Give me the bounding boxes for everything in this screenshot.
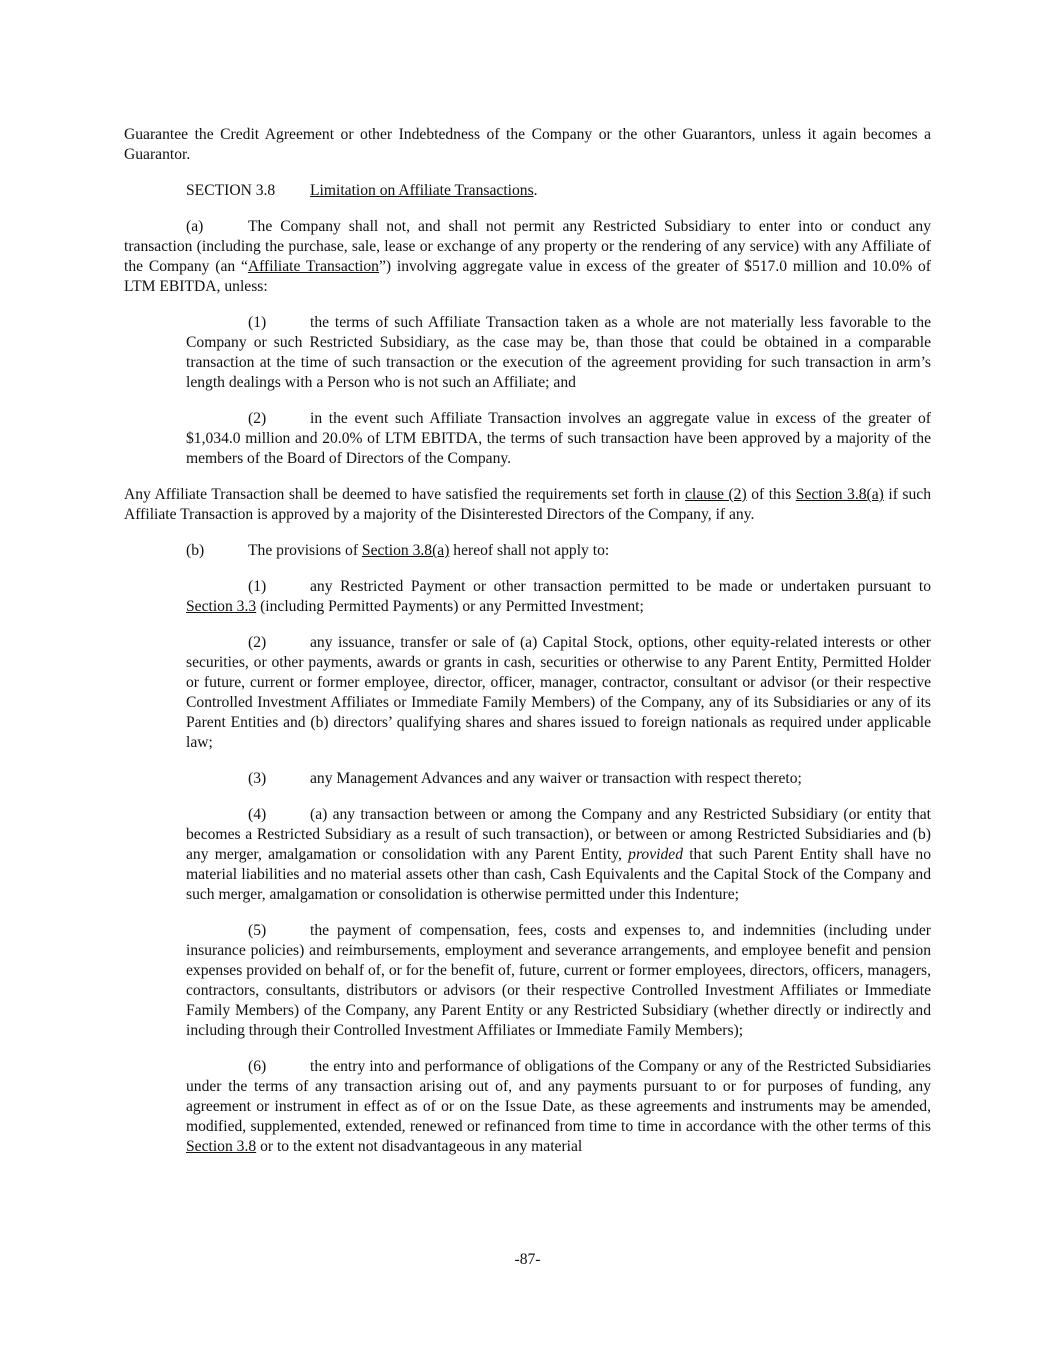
section-heading: SECTION 3.8 Limitation on Affiliate Transactions. [186, 182, 538, 199]
clause-2-link[interactable]: clause (2) [685, 486, 747, 503]
b-item-5: (5) the payment of compensation, fees, costs and expenses to, and indemnities (including under insurance policies) and reimbursements, employment and severance arrangements, and employee benefit and pension expenses provided on behalf of, or for the benefit of, future, current or former employees, directors, officers, managers, contractors, consultants, distributors or advisors (or their respective Controlled Investment Affiliates or Immediate Family Members) of the Company, any Parent Entity or any Restricted Subsidiary (whether directly or indirectly and including through their Controlled Investment Affiliates or Immediate Family Members); [186, 922, 931, 1039]
intro-paragraph: Guarantee the Credit Agreement or other Indebtedness of the Company or the other Guarantors, unless it again becomes a Guarantor. [124, 126, 931, 163]
paragraph-a: (a) The Company shall not, and shall not permit any Restricted Subsidiary to enter into or conduct any transaction (including the purchase, sale, lease or exchange of any property or the rendering of any service) with any Affiliate of the Company (an “Affiliate Transaction”) involving aggregate value in excess of the greater of $517.0 million and 10.0% of LTM EBITDA, unless: [124, 218, 931, 295]
approval-paragraph: Any Affiliate Transaction shall be deemed to have satisfied the requirements set forth in clause (2) of this Section 3.8(a) if such Affiliate Transaction is approved by a majority of the Disinterested Directors of the Company, if any. [124, 486, 932, 523]
defined-term-affiliate-transaction: Affiliate Transaction [247, 258, 379, 275]
document-body [124, 125, 931, 1173]
a-item-1: (1) the terms of such Affiliate Transaction taken as a whole are not materially less favorable to the Company or such Restricted Subsidiary, as the case may be, than those that could be obtained in a comparable transaction at the time of such transaction or the execution of the agreement providing for such transaction in arm’s length dealings with a Person who is not such an Affiliate; and [186, 314, 931, 391]
section-number: SECTION 3.8 [186, 182, 276, 199]
paragraph-a-marker: (a) [186, 218, 204, 235]
b-item-4: (4) (a) any transaction between or among the Company and any Restricted Subsidiary (or entity that becomes a Restricted Subsidiary as a result of such transaction), or between or among Restricted Subsidiaries and (b) any merger, amalgamation or consolidation with any Parent Entity, provided that such Parent Entity shall have no material liabilities and no material assets other than cash, Cash Equivalents and the Capital Stock of the Company and such merger, amalgamation or consolidation is otherwise permitted under this Indenture; [186, 806, 931, 903]
section-3-3-link[interactable]: Section 3.3 [186, 598, 257, 615]
a-item-2: (2) in the event such Affiliate Transaction involves an aggregate value in excess of the greater of $1,034.0 million and 20.0% of LTM EBITDA, the terms of such transaction have been approved by a majority of the members of the Board of Directors of the Company. [186, 410, 931, 467]
section-3-8-link[interactable]: Section 3.8 [186, 1138, 257, 1155]
section-3-8-a-ref-link[interactable]: Section 3.8(a) [361, 542, 450, 559]
section-3-8-a-link[interactable]: Section 3.8(a) [795, 486, 884, 503]
b-item-1: (1) any Restricted Payment or other transaction permitted to be made or undertaken pursuant to Section 3.3 (including Permitted Payments) or any Permitted Investment; [186, 578, 931, 615]
b-item-6: (6) the entry into and performance of obligations of the Company or any of the Restricted Subsidiaries under the terms of any transaction arising out of, and any payments pursuant to or for purposes of funding, any agreement or instrument in effect as of or on the Issue Date, as these agreements and instruments may be amended, modified, supplemented, extended, renewed or refinanced from time to time in accordance with the other terms of this Section 3.8 or to the extent not disadvantageous in any material [186, 1058, 931, 1155]
b-item-2: (2) any issuance, transfer or sale of (a) Capital Stock, options, other equity-related interests or other securities, or other payments, awards or grants in cash, securities or otherwise to any Parent Entity, Permitted Holder or future, current or former employee, director, officer, manager, contractor, consultant or advisor (or their respective Controlled Investment Affiliates or Immediate Family Members) of the Company, any of its Subsidiaries or any of its Parent Entities and (b) directors’ qualifying shares and shares issued to foreign nationals as required under applicable law; [186, 634, 931, 751]
paragraph-b: (b) The provisions of Section 3.8(a) hereof shall not apply to: [186, 542, 610, 559]
b-item-3: (3) any Management Advances and any waiver or transaction with respect thereto; [248, 770, 802, 787]
page-number: -87- [514, 1251, 541, 1268]
section-title: Limitation on Affiliate Transactions [310, 182, 534, 199]
